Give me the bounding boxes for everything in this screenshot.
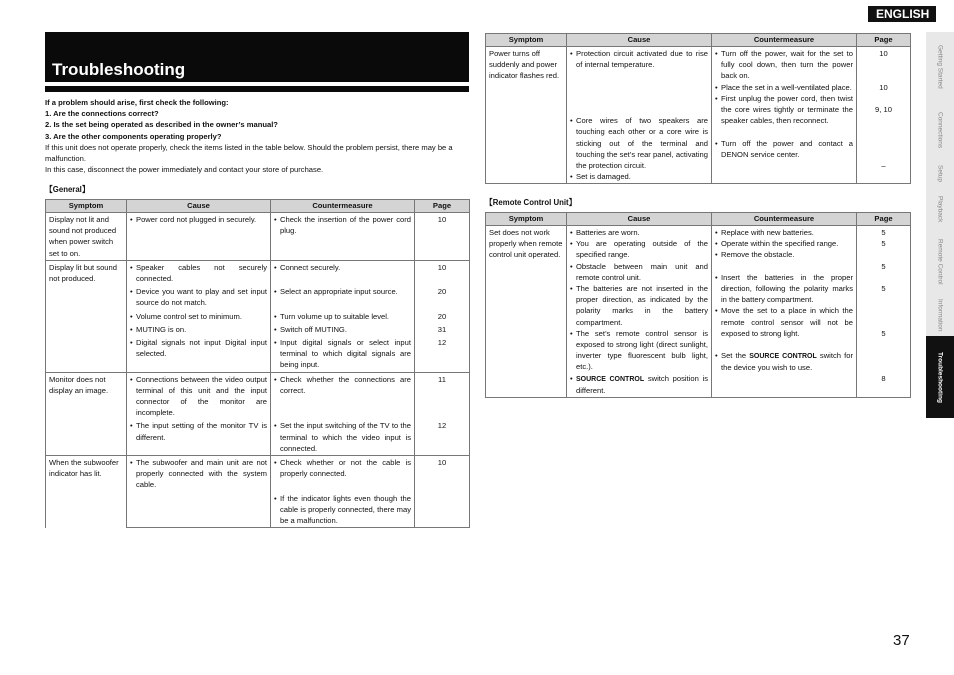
side-tab-label: Playback [936, 195, 944, 223]
side-tab-label: Setup [936, 164, 944, 182]
page-ref: 11 [438, 374, 446, 384]
source-control-label: SOURCE CONTROL [749, 353, 817, 361]
page-cell [857, 47, 911, 184]
countermeasure-text: Check the insertion of the power cord plug. [280, 215, 411, 236]
cause-text: Connections between the video output terminal of this unit and the input connector of the monitor are incomplete. [136, 374, 267, 418]
page-cell [857, 226, 911, 398]
side-tab-label: Troubleshooting [936, 351, 944, 403]
symptom-cell: Set does not work properly when remote control unit operated. [486, 226, 567, 398]
header-countermeasure: Countermeasure [271, 200, 415, 213]
cause-text: Obstacle between main unit and remote control unit. [576, 261, 708, 282]
header-page: Page [857, 34, 911, 47]
countermeasure-text: Replace with new batteries. [721, 228, 814, 237]
countermeasure-cell: • Check the insertion of the power cord plug. [271, 213, 415, 261]
countermeasure-text: If the indicator lights even though the cable is properly connected, there may be a malfunction. [280, 493, 411, 526]
page-ref: 9, 10 [875, 104, 892, 114]
cause-text: You are operating outside of the specified range. [576, 239, 708, 260]
intro-paragraph: If this unit does not operate properly, check the items listed in the table below. Should the problem persist, there may be a malfunction. [45, 142, 453, 164]
countermeasure-text: Set the input switching of the TV to the terminal to which the video input is connected. [280, 421, 411, 453]
symptom-cell: Monitor does not display an image. [46, 372, 127, 455]
page-cell [415, 260, 470, 285]
intro-lead: If a problem should arise, first check the following: [45, 98, 229, 107]
page-number: 37 [893, 632, 910, 649]
cause-text: Speaker cables not securely connected. [136, 262, 267, 284]
header-page: Page [857, 213, 911, 226]
side-tab-label: Remote Control [936, 239, 944, 285]
side-tab-setup[interactable] [926, 158, 954, 189]
countermeasure-cell: • Input digital signals or select input terminal to which digital signals are being input. [271, 336, 415, 372]
cause-text: Set is damaged. [576, 172, 631, 182]
page-ref: 20 [437, 287, 447, 297]
cause-cell: • Connections between the video output terminal of this unit and the input connector of the monitor are incomplete. [127, 372, 271, 419]
countermeasure-text: Turn volume up to suitable level. [280, 311, 390, 321]
cause-text: The subwoofer and main unit are not properly connected with the system cable. [136, 458, 267, 490]
symptom-cell: Display not lit and sound not produced when power switch set to on. [46, 213, 127, 261]
cause-cell: • Volume control set to minimum. [127, 310, 271, 323]
countermeasure-cell: • Check whether or not the cable is properly connected. [271, 456, 415, 492]
intro-block [45, 97, 473, 175]
header-symptom: Symptom [486, 34, 567, 47]
page-cell [415, 285, 470, 309]
countermeasure-cell: • Set the input switching of the TV to the terminal to which the video input is connected. [271, 419, 415, 455]
intro-check: 2. Is the set being operated as described in the owner’s manual? [45, 120, 278, 130]
countermeasure-text: Connect securely. [280, 262, 341, 272]
general-table [45, 199, 470, 528]
cause-text: The input setting of the monitor TV is different. [136, 421, 267, 442]
countermeasure-text: Check whether or not the cable is properly connected. [280, 458, 411, 479]
cause-cell: • Digital signals not input Digital input selected. [127, 336, 271, 372]
countermeasure-text: Check whether the connections are correct. [280, 374, 411, 395]
header-countermeasure: Countermeasure [712, 34, 857, 47]
side-tab-label: Getting Started [936, 45, 944, 89]
cause-text: Core wires of two speakers are touching each other or a core wire is sticking out of the terminal and touching the set’s rear panel, activating the protection circuit. [576, 116, 708, 170]
cause-text [576, 373, 708, 396]
table-row [46, 213, 470, 261]
page-cell [415, 419, 470, 455]
cause-cell: • MUTING is on. [127, 323, 271, 336]
page-ref: 10 [437, 215, 447, 224]
cause-cell: • The input setting of the monitor TV is different. [127, 419, 271, 455]
cause-text: Batteries are worn. [576, 228, 640, 237]
table-row [486, 226, 911, 398]
page-ref: 12 [437, 421, 447, 431]
cause-text: Digital signals not input Digital input selected. [136, 338, 267, 359]
page-cell [415, 456, 470, 492]
countermeasure-text: Switch off MUTING. [280, 324, 347, 334]
countermeasure-text: Place the set in a well-ventilated place. [721, 82, 852, 92]
cause-cell: • The subwoofer and main unit are not properly connected with the system cable. [127, 456, 271, 492]
countermeasure-text: Move the set to a place in which the remote control sensor will not be exposed to strong light. [721, 306, 853, 338]
intro-check: 1. Are the connections correct? [45, 109, 159, 119]
countermeasure-cell: • Switch off MUTING. [271, 323, 415, 336]
remote-section-label: 【Remote Control Unit】 [485, 198, 577, 207]
page-cell [415, 492, 470, 528]
page-ref: 10 [437, 262, 447, 272]
header-symptom: Symptom [486, 213, 567, 226]
table-row [46, 372, 470, 419]
header-countermeasure: Countermeasure [712, 213, 857, 226]
cause-text: The set’s remote control sensor is exposed to strong light (direct sunlight, inverter type fluorescent bulb light, etc.). [576, 328, 708, 372]
header-cause: Cause [127, 200, 271, 213]
cause-cell [127, 492, 271, 528]
page-cell [415, 323, 470, 336]
countermeasure-cell: • Replace with new batteries. • Operate within the specified range. • Remove the obstacle. • Insert the batteries in the proper direction, following the polarity marks in the battery compartment. • Move the set to a place in which the remote control sensor will not be exposed to strong light. • Set the SOURCE CONTROL switch for the device you wish to use. [712, 226, 857, 398]
cause-text: MUTING is on. [136, 324, 187, 334]
countermeasure-text: Operate within the specified range. [721, 239, 839, 249]
cause-text: Power cord not plugged in securely. [136, 215, 257, 224]
page-cell [415, 310, 470, 323]
side-tab-label: Information [936, 298, 944, 332]
page-ref: 5 [881, 261, 886, 271]
countermeasure-cell: • Check whether the connections are correct. [271, 372, 415, 419]
page-title: Troubleshooting [52, 60, 186, 79]
symptom-cell: When the subwoofer indicator has lit. [46, 456, 127, 528]
side-tab-information[interactable] [926, 294, 954, 337]
countermeasure-cell: • Turn off the power, wait for the set to fully cool down, then turn the power back on. • Place the set in a well-ventilated place. • First unplug the power cord, then twist the core wires tightly or terminate the speaker cables, then reconnect. • Turn off the power and contact a DENON service center. [712, 47, 857, 184]
side-tab-troubleshooting[interactable] [926, 336, 954, 419]
countermeasure-cell: • Turn volume up to suitable level. [271, 310, 415, 323]
page-ref: 10 [879, 49, 888, 58]
side-tab-playback[interactable] [926, 188, 954, 231]
side-tab-getting-started[interactable] [926, 32, 954, 103]
page-cell [415, 372, 470, 419]
countermeasure-text: Turn off the power, wait for the set to fully cool down, then turn the power back on. [721, 49, 853, 81]
page-ref: 20 [437, 311, 447, 321]
cause-text-rest: switch position is different. [576, 373, 708, 395]
countermeasure-text-post: switch for the device you wish to use. [721, 351, 853, 373]
cause-text: Device you want to play and set input source do not match. [136, 287, 267, 308]
countermeasure-text: Remove the obstacle. [721, 250, 795, 260]
countermeasure-text: Insert the batteries in the proper direction, following the polarity marks in the battery compartment. [721, 272, 853, 305]
page-ref: 5 [881, 239, 886, 249]
table-row [46, 260, 470, 285]
symptom-cell: Power turns off suddenly and power indicator flashes red. [486, 47, 567, 184]
countermeasure-cell: • Select an appropriate input source. [271, 285, 415, 309]
page-ref: 10 [437, 458, 447, 468]
countermeasure-text-pre: Set the [721, 351, 750, 361]
page-ref: 5 [881, 328, 886, 338]
cause-text: Volume control set to minimum. [136, 311, 242, 321]
cause-cell: • Protection circuit activated due to rise of internal temperature. • Core wires of two speakers are touching each other or a core wire is sticking out of the terminal and touching the set’s rear panel, activating the protection circuit. • Set is damaged. [567, 47, 712, 184]
cause-text: The batteries are not inserted in the proper direction, as indicated by the polarity marks in the battery compartment. [576, 284, 708, 327]
source-control-label: SOURCE CONTROL [576, 375, 645, 383]
cause-cell: • Power cord not plugged in securely. [127, 213, 271, 261]
page-ref: 31 [437, 324, 447, 334]
language-badge: ENGLISH [868, 6, 936, 22]
countermeasure-text: Input digital signals or select input terminal to which digital signals are being input. [280, 338, 411, 370]
cause-cell: • Speaker cables not securely connected. [127, 260, 271, 285]
side-tab-bar [926, 32, 954, 418]
general-table-continued [485, 33, 911, 184]
cause-cell: • Batteries are worn. • You are operating outside of the specified range. • Obstacle between main unit and remote control unit. • The batteries are not inserted in the proper direction, as indicated by the polarity marks in the battery compartment. • The set’s remote control sensor is exposed to strong light (direct sunlight, inverter type fluorescent bulb light, etc.). • SOURCE CONTROL switch position is different. [567, 226, 712, 398]
cause-cell: • Device you want to play and set input source do not match. [127, 285, 271, 309]
remote-table [485, 212, 911, 398]
header-cause: Cause [567, 213, 712, 226]
countermeasure-cell: • If the indicator lights even though the cable is properly connected, there may be a malfunction. [271, 492, 415, 528]
countermeasure-text [721, 350, 853, 373]
countermeasure-text: First unplug the power cord, then twist the core wires tightly or terminate the speaker cables, then reconnect. [721, 93, 853, 126]
cause-text: Protection circuit activated due to rise of internal temperature. [576, 49, 708, 70]
countermeasure-text: Turn off the power and contact a DENON service center. [721, 138, 853, 159]
page-ref: 10 [879, 82, 888, 92]
page-cell [415, 336, 470, 372]
intro-paragraph: In this case, disconnect the power immediately and contact your store of purchase. [45, 165, 324, 175]
table-row [46, 456, 470, 492]
countermeasure-cell: • Connect securely. [271, 260, 415, 285]
countermeasure-text: Select an appropriate input source. [280, 287, 398, 297]
table-row [486, 47, 911, 184]
intro-check: 3. Are the other components operating properly? [45, 131, 222, 141]
page-ref: 5 [881, 283, 886, 293]
symptom-cell: Display lit but sound not produced. [46, 260, 127, 372]
page-ref: 5 [881, 228, 886, 237]
page-ref: – [881, 160, 886, 170]
page-cell [415, 213, 470, 261]
title-rule [45, 86, 469, 92]
header-symptom: Symptom [46, 200, 127, 213]
header-cause: Cause [567, 34, 712, 47]
page-ref: 12 [437, 338, 447, 348]
header-page: Page [415, 200, 470, 213]
side-tab-label: Connections [936, 111, 944, 149]
side-tab-remote-control[interactable] [926, 230, 954, 295]
side-tab-connections[interactable] [926, 102, 954, 159]
page-ref: 8 [881, 373, 886, 383]
general-section-label: 【General】 [45, 185, 90, 194]
